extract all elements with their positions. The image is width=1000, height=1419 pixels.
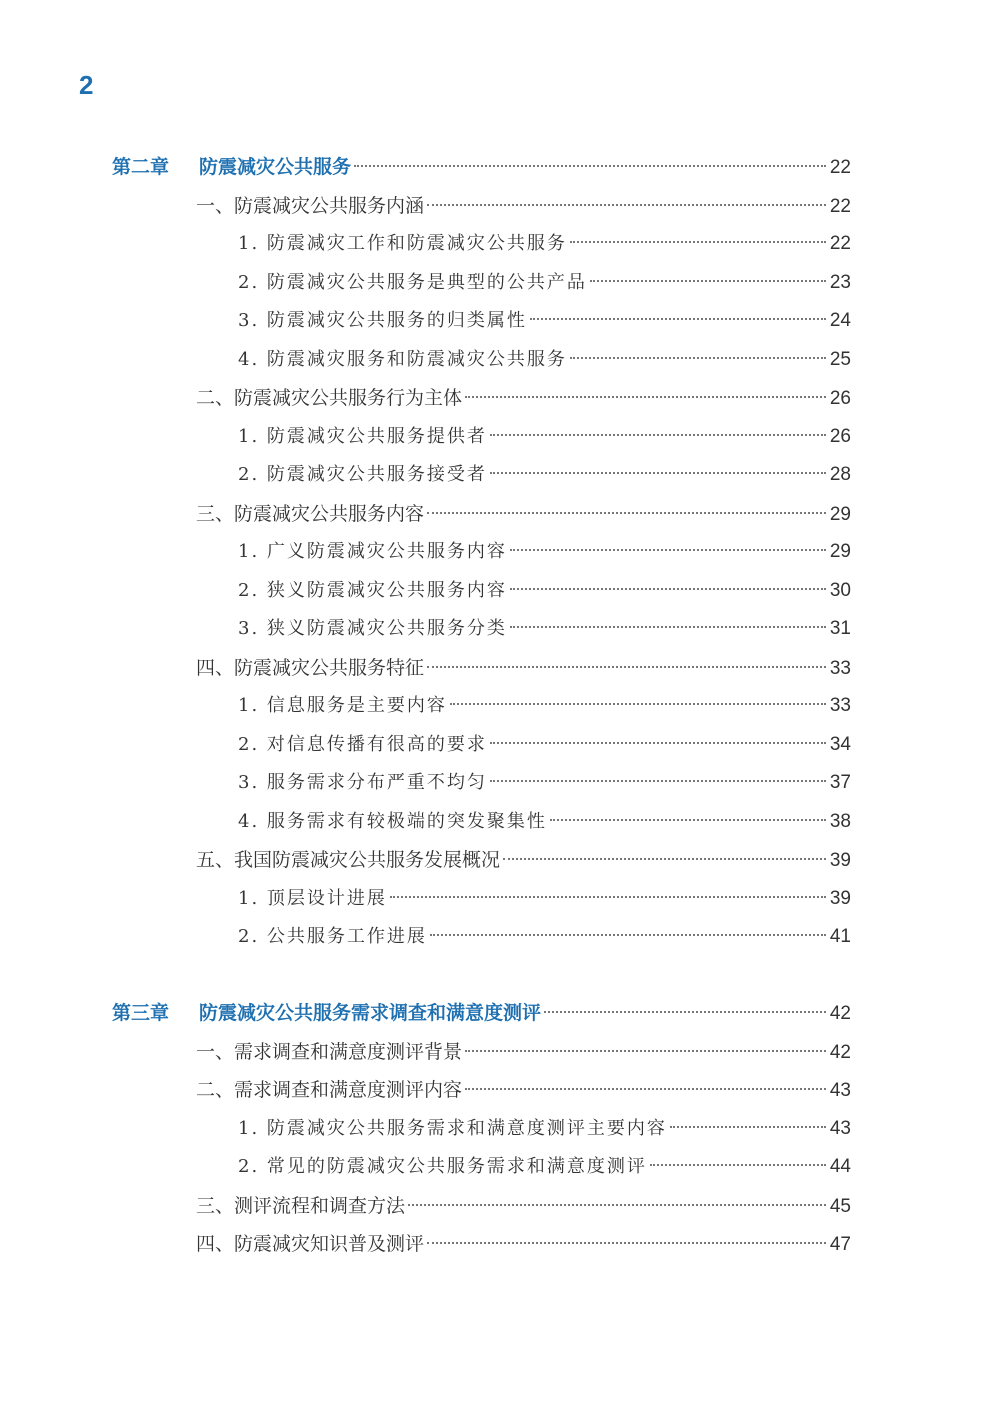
toc-subsection-entry[interactable] [238,1115,851,1143]
chapter-number: 第三章 [112,1002,170,1024]
toc-subsection-entry[interactable] [238,577,851,605]
entry-label [238,923,427,951]
dot-leader [650,1163,826,1166]
toc-subsection-entry[interactable] [238,269,851,297]
page-ref: 37 [829,772,851,793]
page-ref: 26 [829,388,851,409]
dot-leader [450,702,826,705]
entry-title: 1. 信息服务是主要内容 [238,695,447,716]
page-ref: 29 [829,503,851,525]
page-ref: 22 [829,195,851,217]
dot-leader [354,164,826,167]
toc-subsection-entry[interactable] [238,615,851,643]
toc-subsection-entry[interactable] [238,808,851,836]
entry-title: 1. 防震减灾工作和防震减灾公共服务 [238,233,567,254]
chapter-number: 第二章 [112,156,170,178]
dot-leader [590,279,826,282]
entry-label [238,269,587,297]
entry-title: 3. 狭义防震减灾公共服务分类 [238,618,507,639]
entry-label [196,1038,462,1066]
page-ref: 45 [829,1195,851,1217]
toc-subsection-entry[interactable] [238,731,851,759]
toc-section-entry[interactable] [196,1038,851,1066]
dot-leader [427,511,826,514]
dot-leader [390,895,826,898]
toc-chapter-heading[interactable] [112,153,851,181]
chapter-label [112,153,351,181]
page-ref: 44 [829,1156,851,1177]
toc-subsection-entry[interactable] [238,769,851,797]
page-ref: 22 [829,157,851,178]
entry-title: 4. 服务需求有较极端的突发聚集性 [238,810,547,832]
dot-leader [490,471,826,474]
dot-leader [427,1241,826,1244]
entry-label [238,731,487,759]
page-ref: 29 [829,541,851,562]
dot-leader [408,1203,826,1206]
entry-title: 一、需求调查和满意度测评背景 [196,1040,463,1063]
dot-leader [510,587,826,590]
entry-label [196,384,462,412]
entry-label [238,808,547,836]
entry-title: 2. 狭义防震减灾公共服务内容 [238,579,507,601]
dot-leader [510,548,826,551]
entry-title: 3. 服务需求分布严重不均匀 [238,772,487,793]
page-ref: 47 [829,1234,851,1255]
entry-label [238,346,567,374]
dot-leader [490,433,826,436]
entry-title: 1. 顶层设计进展 [238,887,387,909]
entry-title: 二、防震减灾公共服务行为主体 [196,387,463,409]
page-ref: 38 [829,810,851,832]
entry-title: 1. 广义防震减灾公共服务内容 [238,541,507,562]
dot-leader [427,203,826,206]
page-number: 2 [79,70,94,100]
toc-subsection-entry[interactable] [238,423,851,451]
dot-leader [430,933,826,936]
entry-label [238,230,567,258]
dot-leader [465,1049,826,1052]
entry-label [238,423,487,451]
toc-subsection-entry[interactable] [238,692,851,720]
dot-leader [490,779,826,782]
page-ref: 28 [829,464,851,485]
dot-leader [670,1125,826,1128]
dot-leader [490,741,826,744]
entry-title: 三、防震减灾公共服务内容 [196,502,425,525]
page-ref: 25 [829,348,851,370]
entry-title: 五、我国防震减灾公共服务发展概况 [196,849,501,871]
toc-section-entry[interactable] [196,1076,851,1104]
entry-label [238,538,507,566]
entry-label [196,500,424,528]
entry-label [196,654,424,682]
entry-label [238,577,507,605]
page-ref: 43 [829,1080,851,1101]
toc-subsection-entry[interactable] [238,538,851,566]
entry-label [238,1153,647,1181]
entry-title: 1. 防震减灾公共服务提供者 [238,425,487,447]
page-ref: 30 [829,579,851,601]
toc-section-entry[interactable] [196,384,851,412]
toc-section-entry[interactable] [196,654,851,682]
page-ref: 33 [829,695,851,716]
dot-leader [550,818,826,821]
dot-leader [503,857,826,860]
entry-title: 1. 防震减灾公共服务需求和满意度测评主要内容 [238,1117,667,1139]
dot-leader [427,665,826,668]
toc-section-entry[interactable] [196,500,851,528]
dot-leader [465,1087,826,1090]
dot-leader [530,317,826,320]
toc-subsection-entry[interactable] [238,307,851,335]
entry-title: 三、测评流程和调查方法 [196,1194,406,1217]
page-ref: 34 [829,733,851,755]
toc-subsection-entry[interactable] [238,461,851,489]
entry-label [196,1076,462,1104]
chapter-label [112,999,541,1027]
toc-subsection-entry[interactable] [238,885,851,913]
entry-label [238,461,487,489]
dot-leader [570,356,826,359]
entry-label [238,769,487,797]
page-ref: 33 [829,657,851,679]
entry-label [196,192,424,220]
page-ref: 26 [829,425,851,447]
entry-label [238,1115,667,1143]
entry-title: 2. 公共服务工作进展 [238,926,427,947]
entry-label [196,1192,405,1220]
toc-section-entry[interactable] [196,1230,851,1258]
chapter-title: 防震减灾公共服务 [199,156,352,178]
entry-title: 2. 对信息传播有很高的要求 [238,733,487,755]
toc-subsection-entry[interactable] [238,230,851,258]
entry-label [238,692,447,720]
page-ref: 43 [829,1117,851,1139]
entry-title: 四、防震减灾公共服务特征 [196,656,425,679]
page-ref: 41 [829,926,851,947]
entry-title: 二、需求调查和满意度测评内容 [196,1079,463,1101]
toc-subsection-entry[interactable] [238,346,851,374]
toc-section-entry[interactable] [196,192,851,220]
entry-label [238,307,527,335]
dot-leader [544,1010,826,1013]
dot-leader [510,625,826,628]
page-ref: 39 [829,850,851,871]
dot-leader [570,240,826,243]
page-ref: 24 [829,310,851,331]
entry-label [196,1230,424,1258]
toc-subsection-entry[interactable] [238,1153,851,1181]
entry-title: 2. 防震减灾公共服务接受者 [238,464,487,485]
page-ref: 22 [829,233,851,254]
entry-title: 3. 防震减灾公共服务的归类属性 [238,310,527,331]
page-ref: 42 [829,1041,851,1063]
toc-chapter-heading[interactable] [112,999,851,1027]
toc-section-entry[interactable] [196,1192,851,1220]
dot-leader [465,395,826,398]
page-ref: 39 [829,887,851,909]
chapter-title: 防震减灾公共服务需求调查和满意度测评 [199,1002,542,1024]
entry-label [238,885,387,913]
page-ref: 23 [829,271,851,293]
entry-label [238,615,507,643]
toc-subsection-entry[interactable] [238,923,851,951]
entry-label [196,846,500,874]
page-ref: 42 [829,1003,851,1024]
entry-title: 4. 防震减灾服务和防震减灾公共服务 [238,348,567,370]
page-ref: 31 [829,618,851,639]
entry-title: 2. 常见的防震减灾公共服务需求和满意度测评 [238,1156,647,1177]
entry-title: 2. 防震减灾公共服务是典型的公共产品 [238,271,587,293]
entry-title: 一、防震减灾公共服务内涵 [196,194,425,217]
entry-title: 四、防震减灾知识普及测评 [196,1233,425,1255]
toc-section-entry[interactable] [196,846,851,874]
